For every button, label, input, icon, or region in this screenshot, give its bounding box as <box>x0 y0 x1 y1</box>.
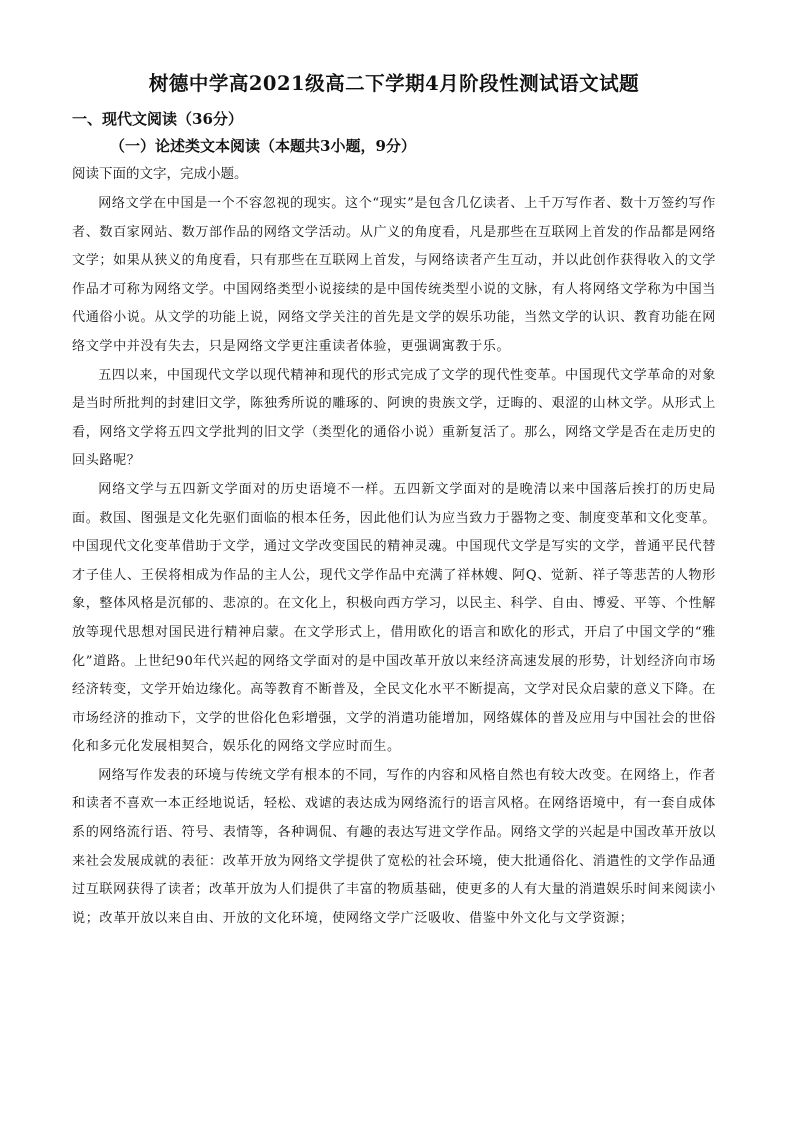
passage-paragraph-3: 网络文学与五四新文学面对的历史语境不一样。五四新文学面对的是晚清以来中国落后挨打的历史局面。救国、图强是文化先驱们面临的根本任务，因此他们认为应当致力于器物之变、制度变革和文化变革。中国现代文化变革借助于文学，通过文学改变国民的精神灵魂。中国现代文学是写实的文学，普通平民代替才子佳人、王侯将相成为作品的主人公，现代文学作品中充满了祥林嫂、阿Q、觉新、祥子等悲苦的人物形象，整体风格是沉郁的、悲凉的。在文化上，积极向西方学习，以民主、科学、自由、博爱、平等、个性解放等现代思想对国民进行精神启蒙。在文学形式上，借用欧化的语言和欧化的形式，开启了中国文学的“雅化”道路。上世纪90年代兴起的网络文学面对的是中国改革开放以来经济高速发展的形势，计划经济向市场经济转变，文学开始边缘化。高等教育不断普及，全民文化水平不断提高，文学对民众启蒙的意义下降。在市场经济的推动下，文学的世俗化色彩增强，文学的消遣功能增加，网络媒体的普及应用与中国社会的世俗化和多元化发展相契合，娱乐化的网络文学应时而生。 <box>72 481 716 755</box>
exam-title: 树德中学高2021级高二下学期4月阶段性测试语文试题 <box>148 72 640 95</box>
reading-passage <box>72 190 716 933</box>
passage-paragraph-4: 网络写作发表的环境与传统文学有根本的不同，写作的内容和风格自然也有较大改变。在网络上，作者和读者不喜欢一本正经地说话，轻松、戏谑的表达成为网络流行的语言风格。在网络语境中，有一套自成体系的网络流行语、符号、表情等，各种调侃、有趣的表达写进文学作品。网络文学的兴起是中国改革开放以来社会发展成就的表征：改革开放为网络文学提供了宽松的社会环境，使大批通俗化、消遣性的文学作品通过互联网获得了读者；改革开放为人们提供了丰富的物质基础，使更多的人有大量的消遣娱乐时间来阅读小说；改革开放以来自由、开放的文化环境，使网络文学广泛吸收、借鉴中外文化与文学资源； <box>72 767 716 926</box>
passage-paragraph-2: 五四以来，中国现代文学以现代精神和现代的形式完成了文学的现代性变革。中国现代文学革命的对象是当时所批判的封建旧文学，陈独秀所说的雕琢的、阿谀的贵族文学，迂晦的、艰涩的山林文学。从形式上看，网络文学将五四文学批判的旧文学（类型化的通俗小说）重新复活了。那么，网络文学是否在走历史的回头路呢？ <box>72 367 716 469</box>
reading-instruction: 阅读下面的文字，完成小题。 <box>72 166 248 182</box>
subsection-heading: （一）论述类文本阅读（本题共3小题，9分） <box>110 137 416 155</box>
passage-paragraph-1: 网络文学在中国是一个不容忽视的现实。这个“现实”是包含几亿读者、上千万写作者、数十万签约写作者、数百家网站、数万部作品的网络文学活动。从广义的角度看，凡是那些在互联网上首发的作品都是网络文学；如果从狭义的角度看，只有那些在互联网上首发，与网络读者产生互动，并以此创作获得收入的文学作品才可称为网络文学。中国网络类型小说接续的是中国传统类型小说的文脉，有人将网络文学称为中国当代通俗小说。从文学的功能上说，网络文学关注的首先是文学的娱乐功能，当然文学的认识、教育功能在网络文学中并没有失去，只是网络文学更注重读者体验，更强调寓教于乐。 <box>72 196 716 354</box>
section-heading: 一、现代文阅读（36分） <box>72 110 243 128</box>
